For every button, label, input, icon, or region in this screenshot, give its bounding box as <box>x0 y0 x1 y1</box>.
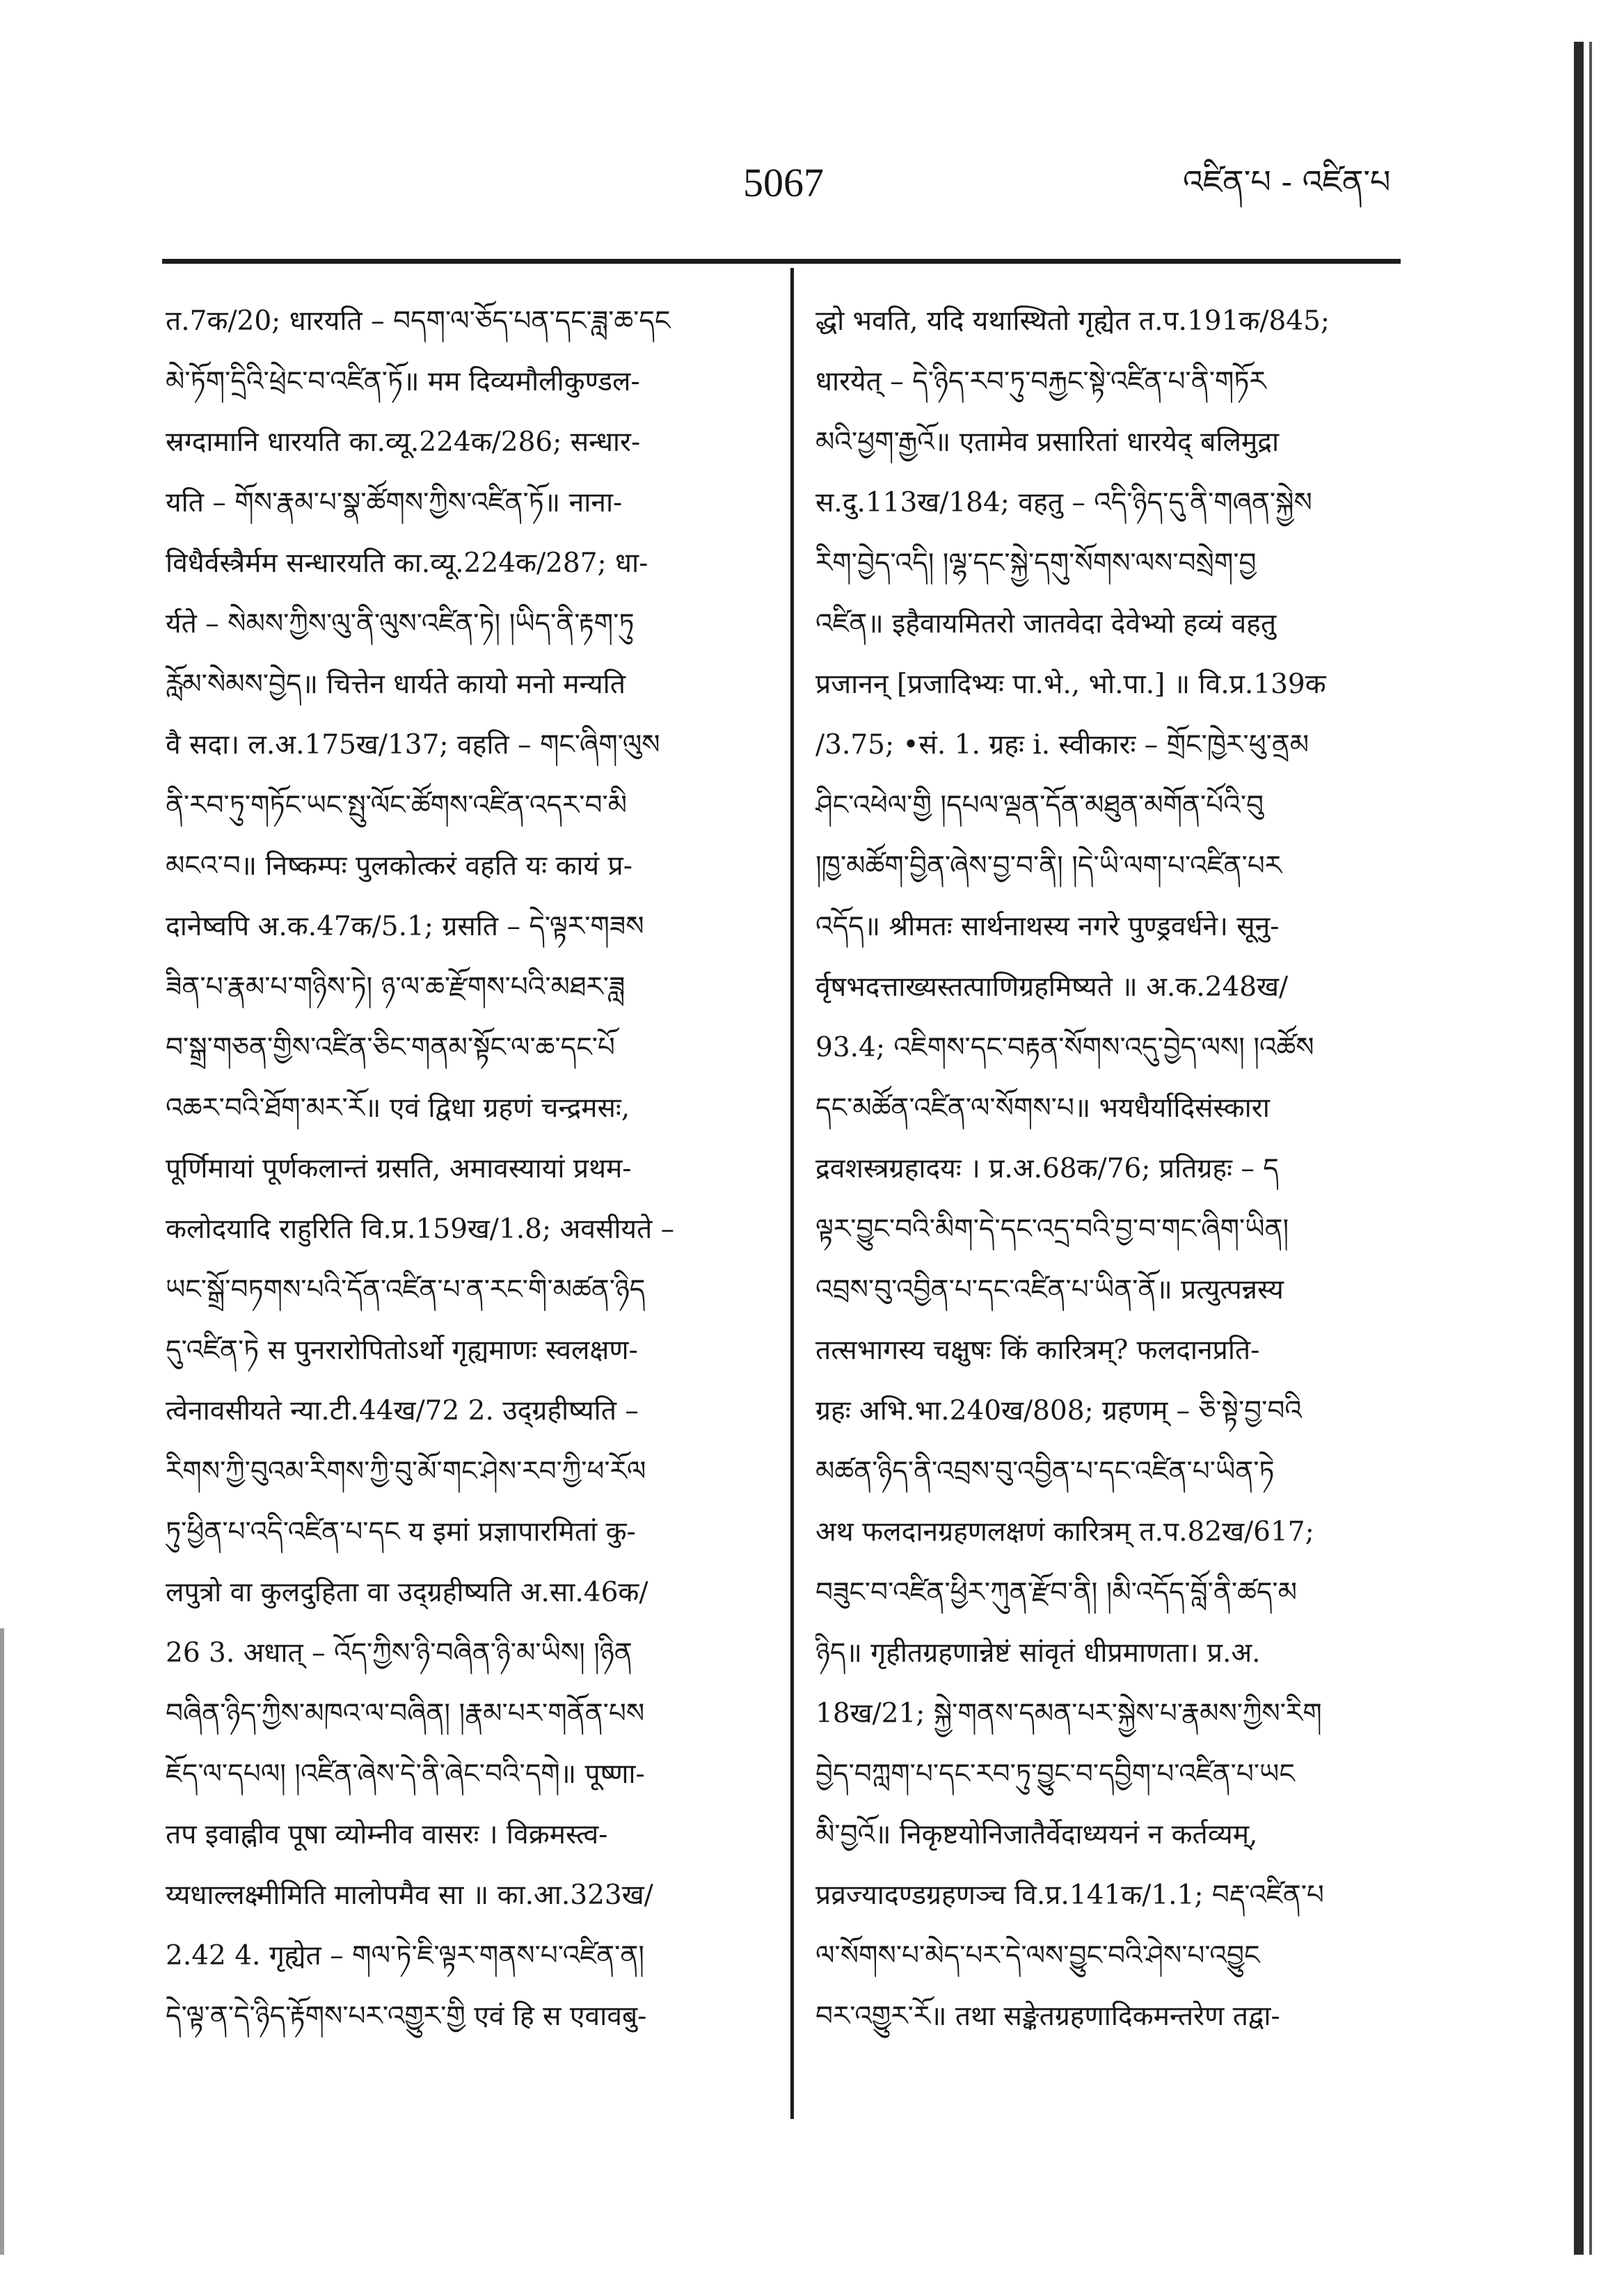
right-line: द्रवशस्त्रग्रहादयः । प्र.अ.68क/76; प्रतिग्रहः – ད <box>815 1153 1279 1184</box>
left-line: य्यधाल्लक्ष्मीमिति मालोपमैव सा ॥ का.आ.323ख/ <box>166 1880 653 1911</box>
left-line: དུ་འཛིན་ཏེ स पुनरारोपितोऽर्थो गृह्यमाणः स्वलक्षण- <box>166 1335 638 1366</box>
left-line: མངའ་བ॥ निष्कम्पः पुलकोत्करं वहति यः कायं प्र- <box>166 850 632 882</box>
left-line: पूर्णिमायां पूर्णकलान्तं ग्रसति, अमावस्यायां प्रथम- <box>166 1153 632 1184</box>
right-line: प्रजानन् [प्रजादिभ्यः पा.भे., भो.पा.] ॥ वि.प्र.139क <box>815 669 1326 700</box>
right-line: 93.4; འཇིགས་དང་བརྟན་སོགས་འདུ་བྱེད་ལས། །འཚོས <box>815 1032 1314 1063</box>
left-line: स्रग्दामानि धारयति का.व्यू.224क/286; सन्धार- <box>166 427 641 458</box>
right-line: བཟུང་བ་འཛིན་ཕྱིར་ཀུན་རྫོབ་ནི། །མི་འདོད་བློ་ནི་ཚད་མ <box>815 1577 1297 1608</box>
left-line: र्यते – སེམས་ཀྱིས་ལུ་ནི་ལུས་འཛིན་ཏེ། །ཡིད་ནི་རྟག་ཏུ <box>166 608 635 640</box>
scan-edge-mark <box>0 1628 4 2255</box>
right-line: द्धो भवति, यदि यथास्थितो गृह्येत त.प.191क/845; <box>815 305 1330 337</box>
left-line: तप इवाह्नीव पूषा व्योम्नीव वासरः । विक्रमस्त्व- <box>166 1819 608 1850</box>
right-line: རིག་བྱེད་འདི། །ལྷ་དང་སྐྱེ་དགུ་སོགས་ལས་བསྲེག་བྱ <box>815 548 1257 579</box>
right-line: ཤིང་འཕེལ་གྱི །དཔལ་ལྡན་དོན་མཐུན་མགོན་པོའི་བུ <box>815 790 1264 821</box>
right-line: तत्सभागस्य चक्षुषः किं कारित्रम्? फलदानप्रति- <box>815 1335 1260 1366</box>
right-line: དང་མཚོན་འཛིན་ལ་སོགས་པ॥ भयधैर्यादिसंस्कारा <box>815 1093 1270 1124</box>
left-line: མེ་ཏོག་དྲིའི་ཕྲེང་བ་འཛིན་ཏོ॥ मम दिव्यमौलीकुण्डल- <box>166 366 640 397</box>
right-line: स.दु.113ख/184; वहतु – འདི་ཉིད་དུ་ནི་གཞན་སྐྱེས <box>815 487 1312 518</box>
right-column <box>815 291 1421 2047</box>
right-line: མའི་ཕྱག་རྒྱའོ॥ एतामेव प्रसारितां धारयेद् बलिमुद्रा <box>815 427 1280 458</box>
left-line: कलोदयादि राहुरिति वि.प्र.159ख/1.8; अवसीयते – <box>166 1214 675 1245</box>
page-number: 5067 <box>743 160 824 205</box>
right-line: ལ་སོགས་པ་མེད་པར་དེ་ལས་བྱུང་བའི་ཤེས་པ་འབྱུང <box>815 1940 1260 1971</box>
right-line: ग्रहः अभि.भा.240ख/808; ग्रहणम् – ཅི་སྟེ་བྱ་བའི <box>815 1395 1302 1427</box>
left-line: त.7क/20; धारयति – བདག་ལ་ཅོད་པན་དང་ཟླ་ཆ་དང <box>166 305 671 337</box>
left-line: ཟིན་པ་རྣམ་པ་གཉིས་ཏེ། ཉ་ལ་ཆ་རྫོགས་པའི་མཐར་ཟླ <box>166 971 626 1003</box>
binding-edge-line <box>1589 42 1592 2255</box>
right-line: མི་བྱའོ॥ निकृष्टयोनिजातैर्वेदाध्ययनं न कर्तव्यम्, <box>815 1819 1258 1850</box>
right-line: བྱེད་བཀླག་པ་དང་རབ་ཏུ་བྱུང་བ་དབྱིག་པ་འཛིན་པ་ཡང <box>815 1759 1295 1790</box>
left-line: ཏུ་ཕྱིན་པ་འདི་འཛིན་པ་དང य इमां प्रज्ञापारमितां कु- <box>166 1516 636 1548</box>
right-line: प्रव्रज्यादण्डग्रहणञ्च वि.प्र.141क/1.1; བརྡ་འཛིན་པ <box>815 1880 1324 1911</box>
left-line: བ་སྒྲ་གཅན་གྱིས་འཛིན་ཅིང་གནམ་སྟོང་ལ་ཆ་དང་པོ <box>166 1032 615 1063</box>
left-line: བཞིན་ཉིད་ཀྱིས་མཁའ་ལ་བཞིན། །རྣམ་པར་གནོན་པས <box>166 1698 645 1729</box>
right-line: अथ फलदानग्रहणलक्षणं कारित्रम् त.प.82ख/617; <box>815 1516 1314 1548</box>
left-line: ཇོད་ལ་དཔལ། །འཛིན་ཞེས་དེ་ནི་ཞེང་བའི་དགེ॥ पूष्णा- <box>166 1759 645 1790</box>
right-line: धारयेत् – དེ་ཉིད་རབ་ཏུ་བརྐྱང་སྟེ་འཛིན་པ་ནི་གཏོར <box>815 366 1266 397</box>
right-line: འཛིན॥ इहैवायमितरो जातवेदा देवेभ्यो हव्यं वहतु <box>815 608 1277 640</box>
column-divider <box>790 268 794 2119</box>
left-column <box>166 291 778 2047</box>
right-line: ཉིད॥ गृहीतग्रहणान्नेष्टं सांवृतं धीप्रमाणता। प्र.अ. <box>815 1637 1261 1669</box>
left-line: लपुत्रो वा कुलदुहिता वा उद्ग्रहीष्यति अ.सा.46क/ <box>166 1577 648 1608</box>
right-line: /3.75; •सं. 1. ग्रहः i. स्वीकारः – གྲོང་ཁྱེར་ཕུ་ནྲམ <box>815 729 1309 761</box>
right-line: འབྲས་བུ་འབྱིན་པ་དང་འཛིན་པ་ཡིན་ནོ॥ प्रत्युत्पन्नस्य <box>815 1274 1284 1305</box>
left-line: འཆར་བའི་ཐོག་མར་རོ॥ एवं द्विधा ग्रहणं चन्द्रमसः, <box>166 1093 630 1124</box>
left-line: विधैर्वस्त्रैर्मम सन्धारयति का.व्यू.224क/287; धा- <box>166 548 648 579</box>
left-line: यति – གོས་རྣམ་པ་སྣ་ཚོགས་ཀྱིས་འཛིན་ཏོ॥ नाना- <box>166 487 623 518</box>
left-line: 26 3. अधात् – འོད་ཀྱིས་ཉི་བཞིན་ཉི་མ་ཡིས། །ཉིན <box>166 1637 632 1669</box>
left-line: 2.42 4. गृह्येत – གལ་ཏེ་ཇི་ལྟར་གནས་པ་འཛིན་ན། <box>166 1940 645 1971</box>
right-line: །ཁྱ་མཚོག་བྱིན་ཞེས་བྱ་བ་ནི། །དེ་ཡི་ལག་པ་འཛིན་པར <box>815 850 1282 882</box>
left-line: ནི་རབ་ཏུ་གཏོང་ཡང་སྤུ་ལོང་ཚོགས་འཛིན་འདར་བ་མི <box>166 790 628 821</box>
left-line: དེ་ལྟ་ན་དེ་ཉིད་རྟོགས་པར་འགྱུར་གྱི एवं हि स एवावबु- <box>166 2001 647 2032</box>
left-line: त्वेनावसीयते न्या.टी.44ख/72 2. उद्ग्रहीष्यति – <box>166 1395 639 1427</box>
left-line: རིགས་ཀྱི་བུའམ་རིགས་ཀྱི་བུ་མོ་གང་ཤེས་རབ་ཀྱི་ཕ་རོལ <box>166 1456 646 1487</box>
right-line: འདོད॥ श्रीमतः सार्थनाथस्य नगरे पुण्ड्रवर्धने। सूनु- <box>815 911 1280 942</box>
left-line: वै सदा। ल.अ.175ख/137; वहति – གང་ཞིག་ལུས <box>166 729 660 761</box>
running-head: འཛིན་པ - འཛིན་པ <box>1183 163 1391 200</box>
right-line: 18ख/21; སྐྱེ་གནས་དམན་པར་སྐྱེས་པ་རྣམས་ཀྱིས་རིག <box>815 1698 1322 1729</box>
left-line: རློམ་སེམས་བྱེད॥ चित्तेन धार्यते कायो मनो मन्यति <box>166 669 626 700</box>
binding-edge-bar <box>1574 42 1584 2255</box>
left-line: दानेष्वपि अ.क.47क/5.1; ग्रसति – དེ་ལྟར་གཟས <box>166 911 644 942</box>
right-line: ལྟར་བྱུང་བའི་མིག་དེ་དང་འདྲ་བའི་བྱ་བ་གང་ཞིག་ཡིན། <box>815 1214 1289 1245</box>
right-line: མཚན་ཉིད་ནི་འབྲས་བུ་འབྱིན་པ་དང་འཛིན་པ་ཡིན་ཏེ <box>815 1456 1275 1487</box>
left-line: ཡང་སྒྲོ་བཏགས་པའི་དོན་འཛིན་པ་ན་རང་གི་མཚན་ཉིད <box>166 1274 646 1305</box>
right-line: བར་འགྱུར་རོ॥ तथा सङ्केतग्रहणादिकमन्तरेण तद्वा- <box>815 2001 1280 2032</box>
header-rule <box>162 259 1401 264</box>
right-line: र्वृषभदत्ताख्यस्तत्पाणिग्रहमिष्यते ॥ अ.क.248ख/ <box>815 971 1289 1003</box>
